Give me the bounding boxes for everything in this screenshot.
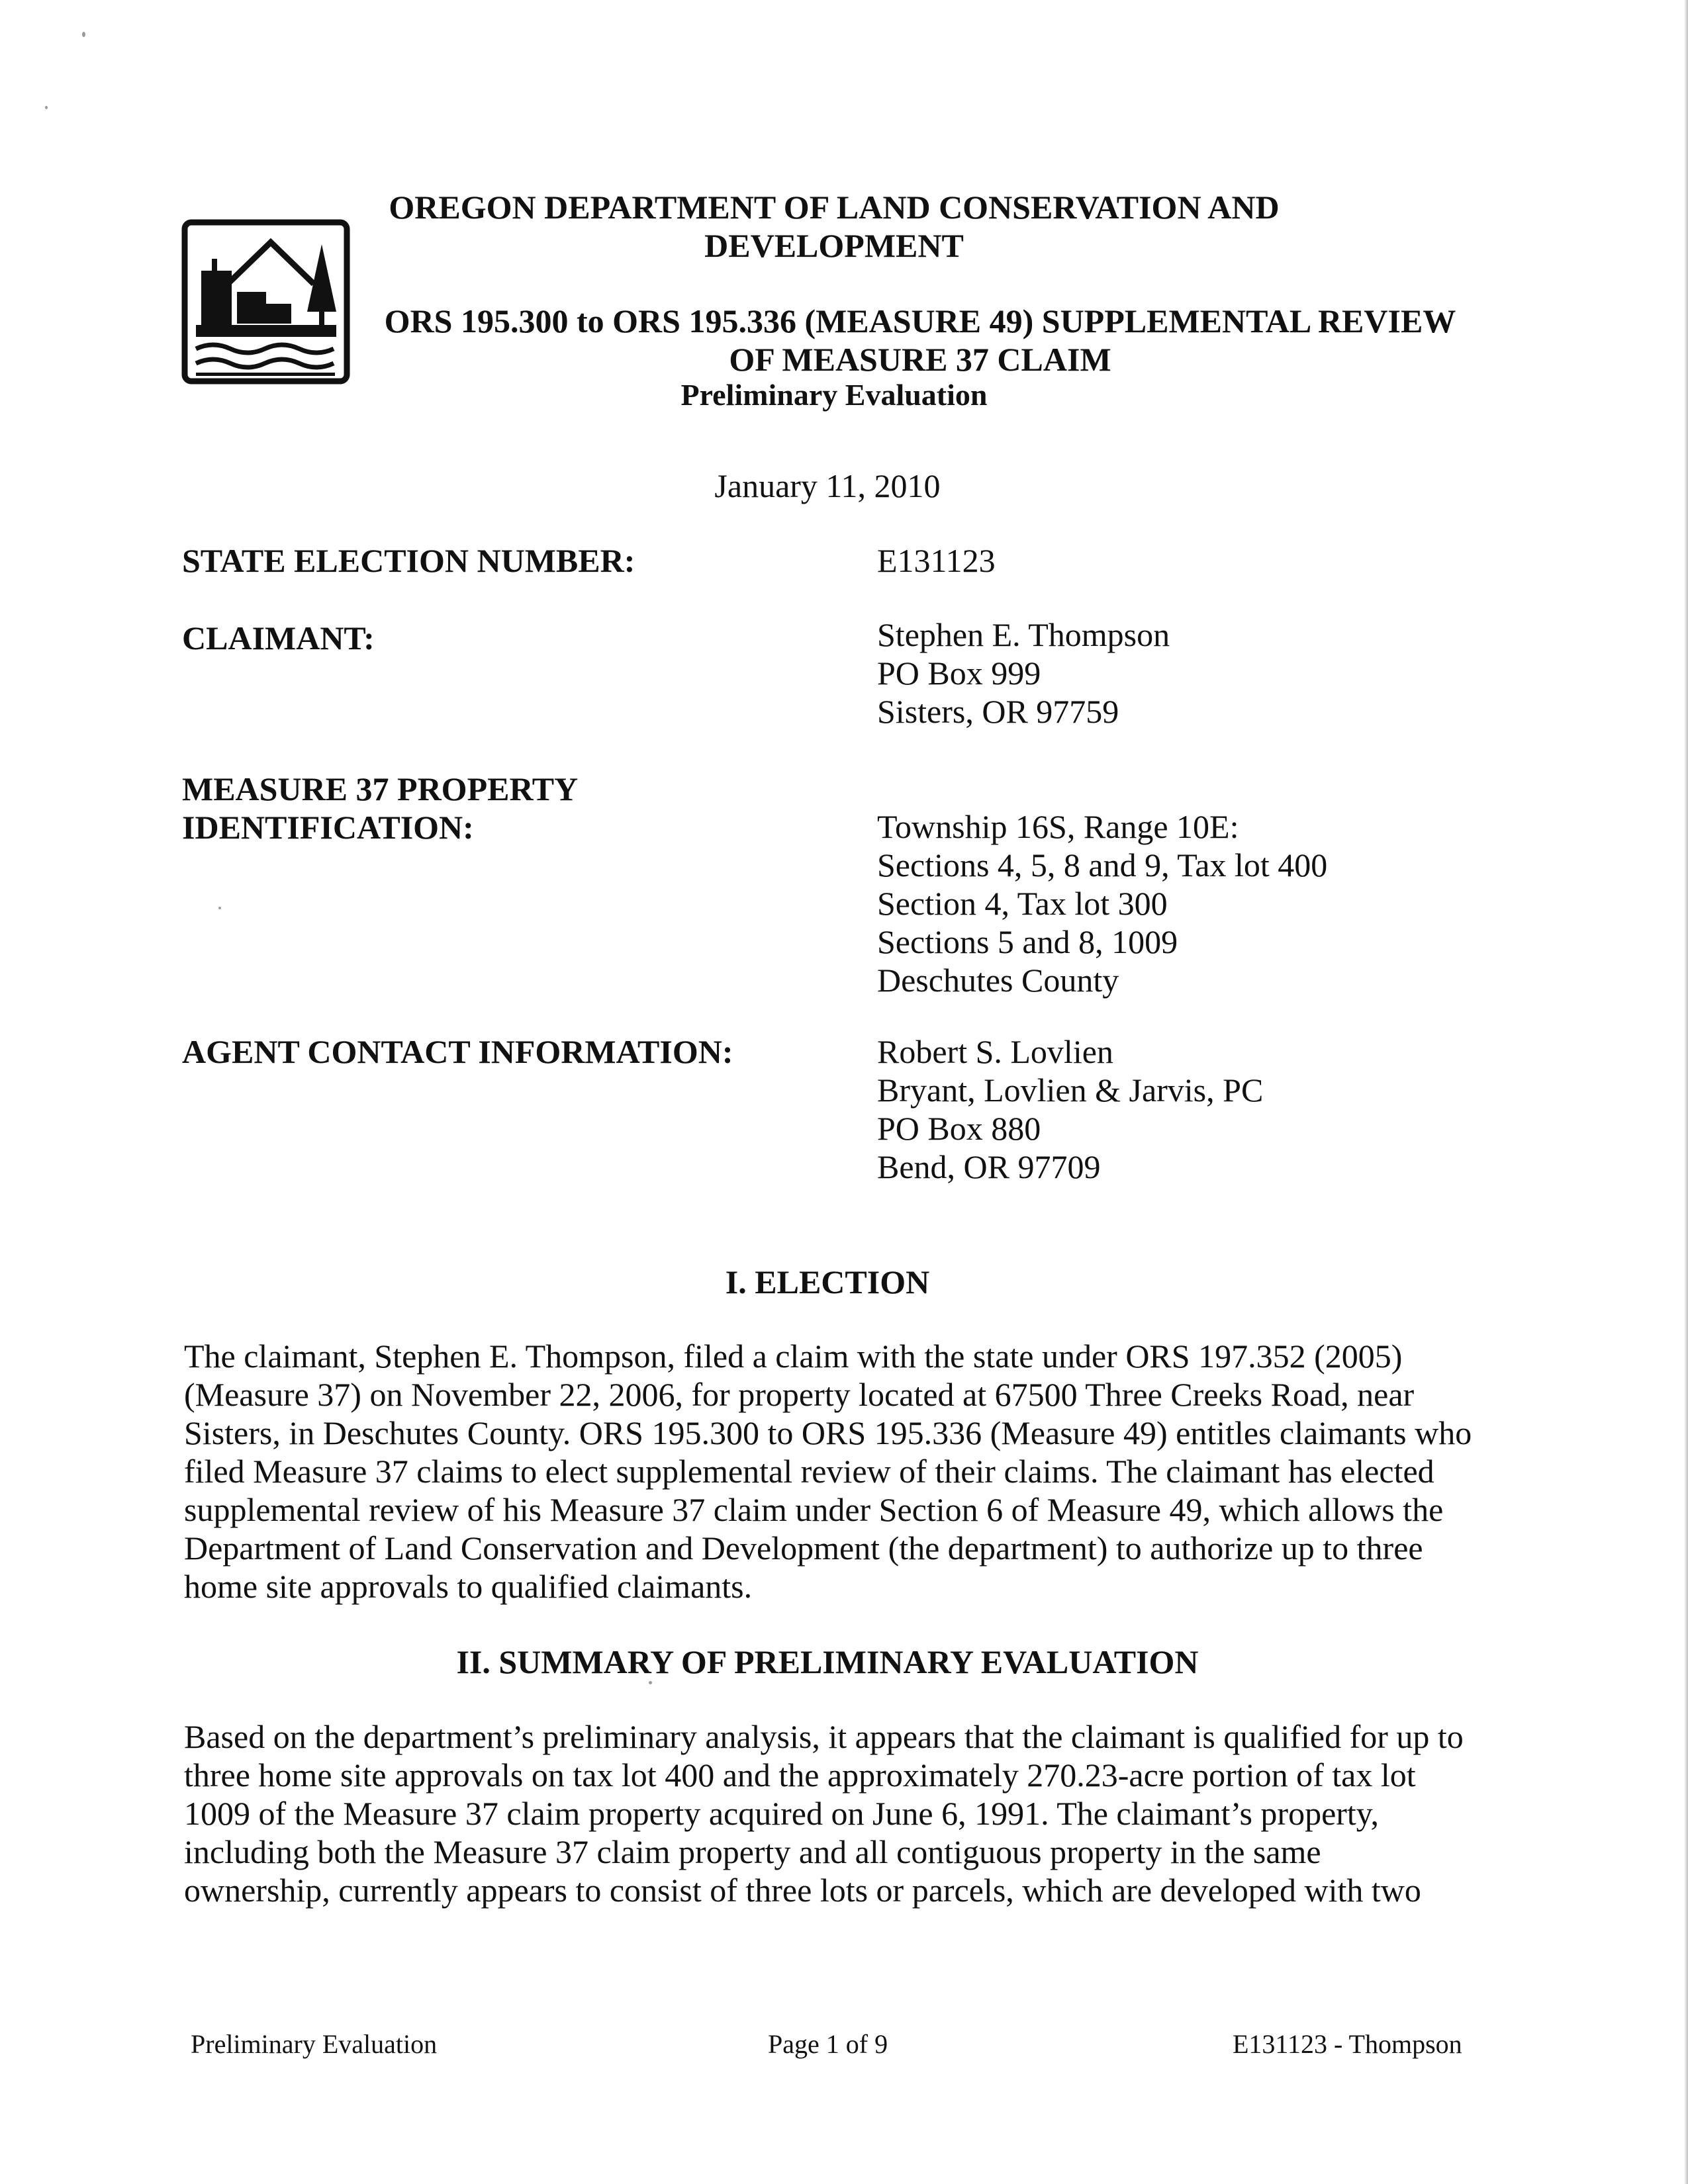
- property-label-line-1: MEASURE 37 PROPERTY: [182, 770, 579, 807]
- paragraph-line: home site approvals to qualified claimants.: [184, 1568, 753, 1605]
- page-number: Page 1 of 9: [768, 2029, 888, 2059]
- claimant-line: Sisters, OR 97759: [877, 693, 1119, 730]
- dlcd-landscape-logo-icon: [181, 219, 350, 385]
- paragraph-line: three home site approvals on tax lot 400 and the approximately 270.23-acre portion of tax lot: [184, 1756, 1416, 1794]
- property-line: Section 4, Tax lot 300: [877, 885, 1168, 922]
- property-identification-label: [182, 770, 578, 846]
- agent-line: Bryant, Lovlien & Jarvis, PC: [877, 1071, 1264, 1109]
- scan-page-edge: [1684, 0, 1688, 2184]
- paragraph-line: The claimant, Stephen E. Thompson, filed a claim with the state under ORS 197.352 (2005): [184, 1338, 1403, 1375]
- paragraph-line: including both the Measure 37 claim property and all contiguous property in the same: [184, 1833, 1321, 1870]
- document-date: January 11, 2010: [714, 467, 941, 504]
- scan-speck: [82, 32, 85, 37]
- paragraph-line: supplemental review of his Measure 37 claim under Section 6 of Measure 49, which allows the: [184, 1491, 1444, 1528]
- review-title: [357, 302, 1483, 379]
- agent-line: PO Box 880: [877, 1110, 1041, 1147]
- agency-title: [371, 188, 1297, 265]
- property-line: Sections 4, 5, 8 and 9, Tax lot 400: [877, 846, 1328, 884]
- claimant-label: CLAIMANT:: [182, 619, 375, 657]
- agency-title-line-2: DEVELOPMENT: [704, 227, 964, 264]
- property-line: Township 16S, Range 10E:: [877, 808, 1239, 845]
- agent-contact-info: [877, 1032, 1263, 1186]
- paragraph-line: Department of Land Conservation and Development (the department) to authorize up to three: [184, 1529, 1423, 1567]
- property-identification: [877, 807, 1327, 999]
- scan-speck: [45, 106, 48, 109]
- footer-right: E131123 - Thompson: [1233, 2029, 1462, 2059]
- election-heading: I. ELECTION: [725, 1263, 930, 1300]
- paragraph-line: ownership, currently appears to consist of three lots or parcels, which are developed with two: [184, 1872, 1421, 1909]
- paragraph-line: 1009 of the Measure 37 claim property acquired on June 6, 1991. The claimant’s property,: [184, 1795, 1380, 1832]
- claimant-line: PO Box 999: [877, 655, 1041, 692]
- election-paragraph: [184, 1337, 1515, 1606]
- summary-paragraph: [184, 1717, 1515, 1909]
- footer-left: Preliminary Evaluation: [191, 2029, 438, 2059]
- paragraph-line: (Measure 37) on November 22, 2006, for property located at 67500 Three Creeks Road, near: [184, 1376, 1415, 1413]
- agency-title-line-1: OREGON DEPARTMENT OF LAND CONSERVATION AND: [389, 189, 1280, 226]
- property-label-line-2: IDENTIFICATION:: [182, 809, 474, 846]
- paragraph-line: filed Measure 37 claims to elect supplemental review of their claims. The claimant has elected: [184, 1453, 1434, 1490]
- scan-speck: [649, 1681, 652, 1684]
- election-number-value: E131123: [877, 542, 996, 579]
- paragraph-line: Sisters, in Deschutes County. ORS 195.300 to ORS 195.336 (Measure 49) entitles claimants who: [184, 1414, 1472, 1451]
- agent-line: Bend, OR 97709: [877, 1148, 1101, 1185]
- summary-heading: II. SUMMARY OF PRELIMINARY EVALUATION: [456, 1643, 1199, 1680]
- property-line: Sections 5 and 8, 1009: [877, 923, 1178, 960]
- paragraph-line: Based on the department’s preliminary analysis, it appears that the claimant is qualified for up to: [184, 1718, 1464, 1755]
- agent-contact-label: AGENT CONTACT INFORMATION:: [182, 1033, 733, 1070]
- review-title-line-2: OF MEASURE 37 CLAIM: [729, 341, 1111, 378]
- evaluation-type: Preliminary Evaluation: [680, 378, 988, 412]
- review-title-line-1: ORS 195.300 to ORS 195.336 (MEASURE 49) SUPPLEMENTAL REVIEW: [384, 302, 1456, 340]
- scan-speck: [218, 907, 221, 909]
- agent-line: Robert S. Lovlien: [877, 1033, 1113, 1070]
- claimant-line: Stephen E. Thompson: [877, 616, 1170, 653]
- claimant-address: [877, 615, 1170, 731]
- property-line: Deschutes County: [877, 962, 1119, 999]
- election-number-label: STATE ELECTION NUMBER:: [182, 542, 635, 579]
